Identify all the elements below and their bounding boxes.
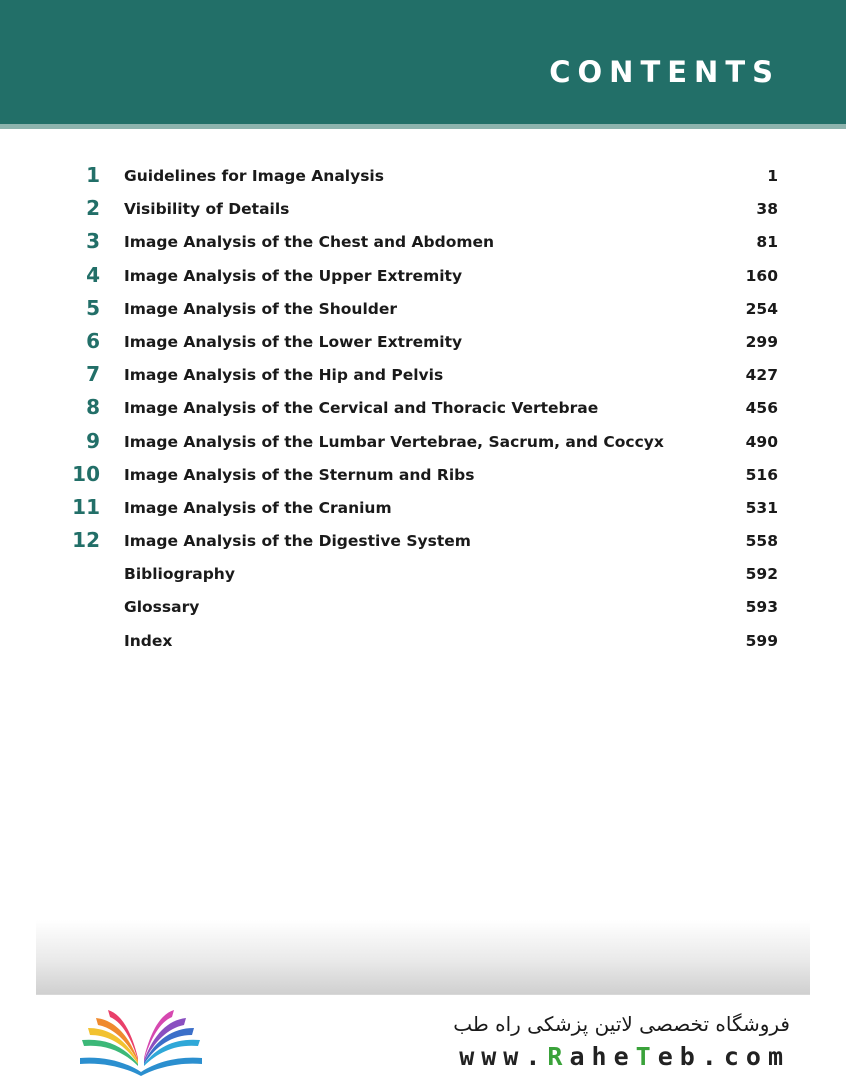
chapter-number: 10 xyxy=(72,461,100,486)
page-number: 592 xyxy=(745,565,778,584)
chapter-title: Image Analysis of the Upper Extremity xyxy=(124,266,463,285)
table-of-contents xyxy=(0,160,846,658)
toc-entry[interactable] xyxy=(0,326,846,359)
chapter-number: 9 xyxy=(86,428,100,453)
chapter-title: Image Analysis of the Lower Extremity xyxy=(124,332,463,351)
toc-entry[interactable] xyxy=(0,359,846,392)
chapter-title: Image Analysis of the Cranium xyxy=(124,498,392,517)
chapter-number: 1 xyxy=(86,163,100,187)
page-number: 599 xyxy=(745,631,778,650)
url-part-highlight: T xyxy=(635,1042,658,1071)
url-part: eb.com xyxy=(657,1042,790,1071)
page-number: 490 xyxy=(745,432,778,451)
chapter-title: Image Analysis of the Lumbar Vertebrae, Sacrum, and Coccyx xyxy=(124,432,664,451)
chapter-number: 8 xyxy=(86,395,100,420)
url-part-highlight: R xyxy=(547,1042,570,1071)
page-number: 81 xyxy=(756,233,778,252)
chapter-number: 3 xyxy=(86,229,100,254)
chapter-title: Image Analysis of the Digestive System xyxy=(124,532,471,551)
toc-entry[interactable] xyxy=(0,525,846,558)
chapter-title: Guidelines for Image Analysis xyxy=(124,167,384,185)
page-number: 299 xyxy=(745,332,778,351)
page-header xyxy=(0,0,846,129)
footer-divider xyxy=(36,994,810,995)
page-number: 456 xyxy=(745,399,778,418)
chapter-title: Image Analysis of the Sternum and Ribs xyxy=(124,465,475,484)
page-number: 38 xyxy=(756,200,778,219)
page-number: 516 xyxy=(745,465,778,484)
chapter-number: 12 xyxy=(72,528,100,553)
page-number: 531 xyxy=(745,498,778,517)
chapter-title: Glossary xyxy=(124,598,200,617)
page-title: CONTENTS xyxy=(549,55,780,89)
open-book-logo-icon xyxy=(76,1006,206,1076)
chapter-title: Image Analysis of the Hip and Pelvis xyxy=(124,366,444,385)
toc-entry[interactable] xyxy=(0,426,846,459)
toc-entry[interactable] xyxy=(0,625,846,658)
chapter-number: 6 xyxy=(86,328,100,353)
chapter-title: Image Analysis of the Cervical and Thoracic Vertebrae xyxy=(124,399,599,418)
toc-entry[interactable] xyxy=(0,392,846,425)
page-number: 558 xyxy=(745,532,778,551)
chapter-number: 2 xyxy=(86,196,100,221)
chapter-number: 5 xyxy=(86,295,100,320)
toc-entry[interactable] xyxy=(0,492,846,525)
page-number: 254 xyxy=(745,299,778,318)
toc-entry[interactable] xyxy=(0,293,846,326)
toc-entry[interactable] xyxy=(0,160,846,193)
page-number: 427 xyxy=(745,366,778,385)
page-number: 593 xyxy=(745,598,778,617)
toc-entry[interactable] xyxy=(0,591,846,624)
chapter-number: 4 xyxy=(86,262,100,287)
shop-url[interactable] xyxy=(459,1042,790,1071)
toc-entry[interactable] xyxy=(0,193,846,226)
toc-entry[interactable] xyxy=(0,226,846,259)
url-part: www. xyxy=(459,1042,548,1071)
footer-shadow xyxy=(36,920,810,995)
chapter-number: 7 xyxy=(86,362,100,387)
toc-entry[interactable] xyxy=(0,558,846,591)
shop-name: فروشگاه تخصصی لاتین پزشکی راه طب xyxy=(453,1012,790,1036)
chapter-title: Image Analysis of the Shoulder xyxy=(124,299,398,318)
chapter-title: Visibility of Details xyxy=(124,200,290,219)
page-number: 160 xyxy=(745,266,778,285)
page-number: 1 xyxy=(767,167,778,185)
chapter-title: Bibliography xyxy=(124,565,235,584)
toc-entry[interactable] xyxy=(0,459,846,492)
url-part: ahe xyxy=(569,1042,636,1071)
chapter-title: Image Analysis of the Chest and Abdomen xyxy=(124,233,495,252)
chapter-title: Index xyxy=(124,631,173,650)
toc-entry[interactable] xyxy=(0,260,846,293)
chapter-number: 11 xyxy=(72,494,100,519)
